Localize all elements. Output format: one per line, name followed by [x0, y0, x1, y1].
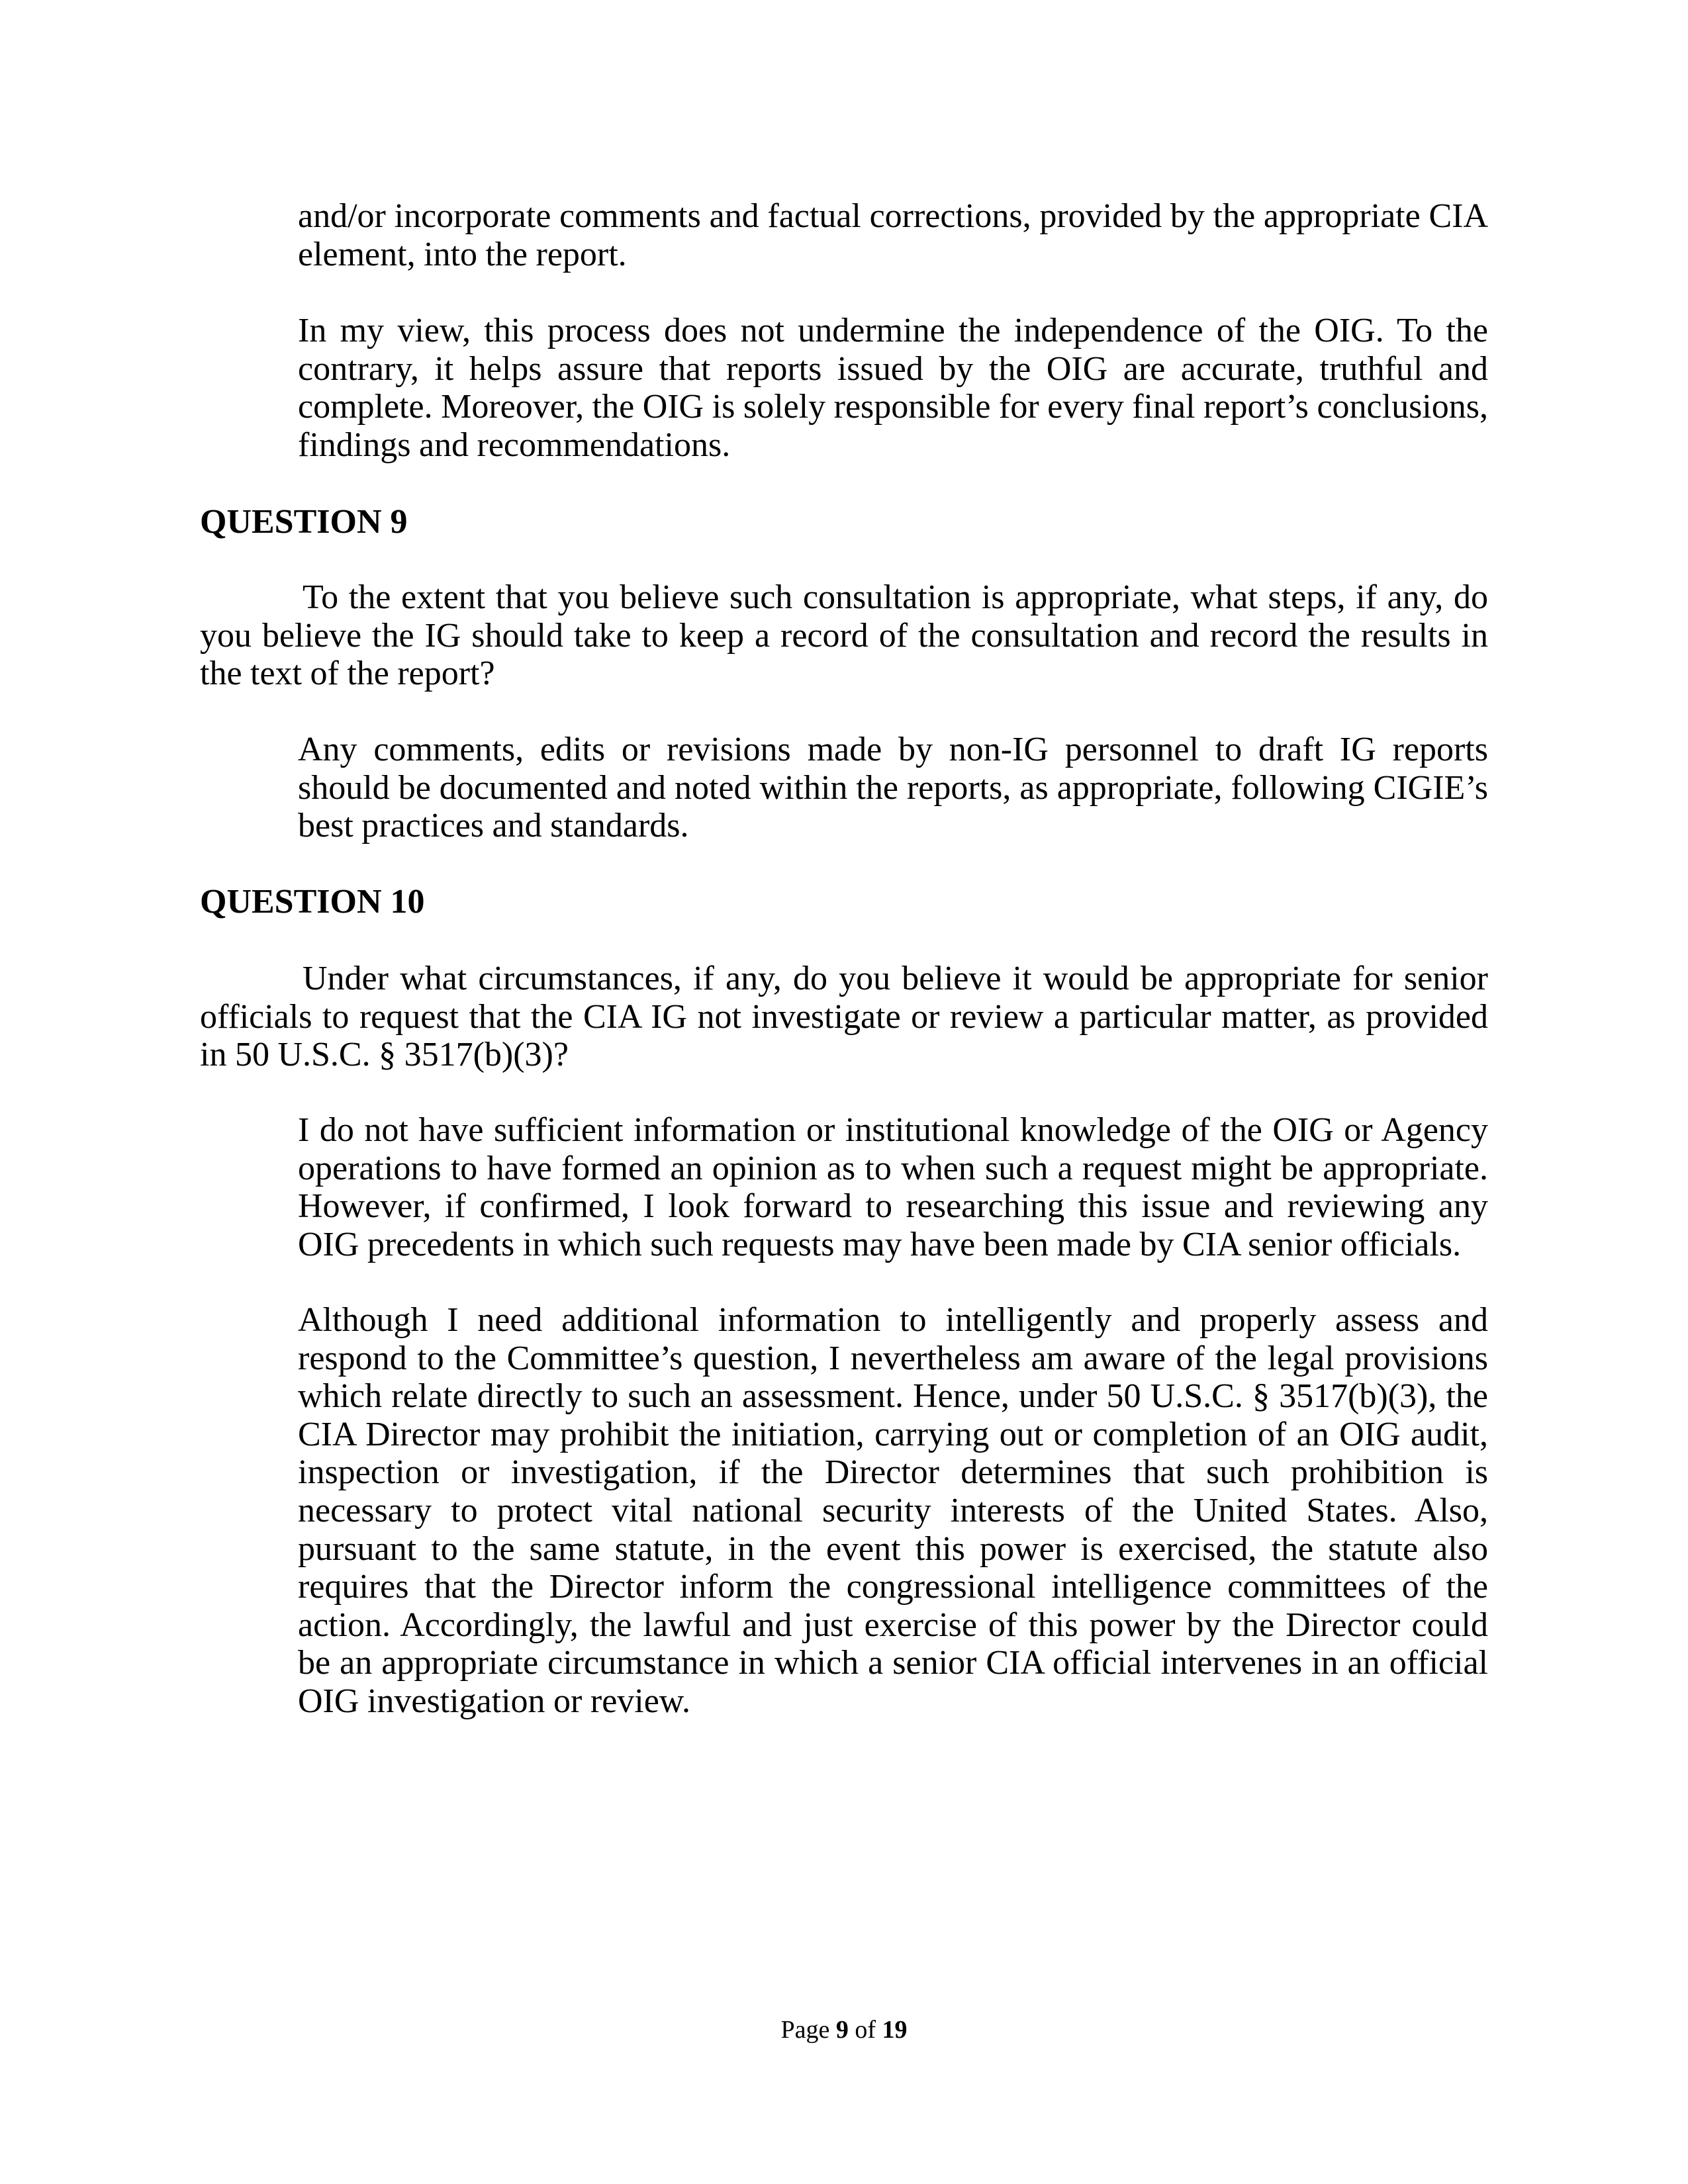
- current-page-number: 9: [835, 2016, 849, 2044]
- question-9-heading: QUESTION 9: [200, 503, 408, 541]
- total-pages-number: 19: [882, 2016, 908, 2044]
- page-label: Page: [780, 2016, 830, 2044]
- question-10-answer-part-2: Although I need additional information to intelligently and properly assess and respond to the Committee’s question, I nevertheless am aware of the legal provisions which relate directly to such an assessment. Hence, under 50 U.S.C. § 3517(b)(3), the CIA Director may prohibit the initiation, carrying out or completion of an OIG audit, inspection or investigation, if the Director determines that such prohibition is necessary to protect vital national security interests of the United States. Also, pursuant to the same statute, in the event this power is exercised, the statute also requires that the Director inform the congressional intelligence committees of the action. Accordingly, the lawful and just exercise of this power by the Director could be an appropriate circumstance in which a senior CIA official intervenes in an official OIG investigation or review.: [298, 1301, 1488, 1720]
- of-label: of: [855, 2016, 876, 2044]
- question-9-text: To the extent that you believe such consultation is appropriate, what steps, if any, do you believe the IG should take to keep a record of the consultation and record the results in the text of the report?: [200, 578, 1488, 693]
- paragraph-oig-independence: In my view, this process does not undermine the independence of the OIG. To the contrary, it helps assure that reports issued by the OIG are accurate, truthful and complete. Moreover, the OIG is solely responsible for every final report’s conclusions, findings and recommendations.: [298, 312, 1488, 464]
- question-10-answer-part-1: I do not have sufficient information or institutional knowledge of the OIG or Agency operations to have formed an opinion as to when such a request might be appropriate. However, if confirmed, I look forward to researching this issue and reviewing any OIG precedents in which such requests may have been made by CIA senior officials.: [298, 1111, 1488, 1263]
- question-9-answer: Any comments, edits or revisions made by non-IG personnel to draft IG reports should be documented and noted within the reports, as appropriate, following CIGIE’s best practices and standards.: [298, 731, 1488, 845]
- paragraph-continuation: and/or incorporate comments and factual corrections, provided by the appropriate CIA element, into the report.: [298, 197, 1488, 273]
- question-10-text: Under what circumstances, if any, do you believe it would be appropriate for senior officials to request that the CIA IG not investigate or review a particular matter, as provided in 50 U.S.C. § 3517(b)(3)?: [200, 960, 1488, 1074]
- question-10-heading: QUESTION 10: [200, 883, 425, 921]
- page-footer: [0, 2014, 1688, 2046]
